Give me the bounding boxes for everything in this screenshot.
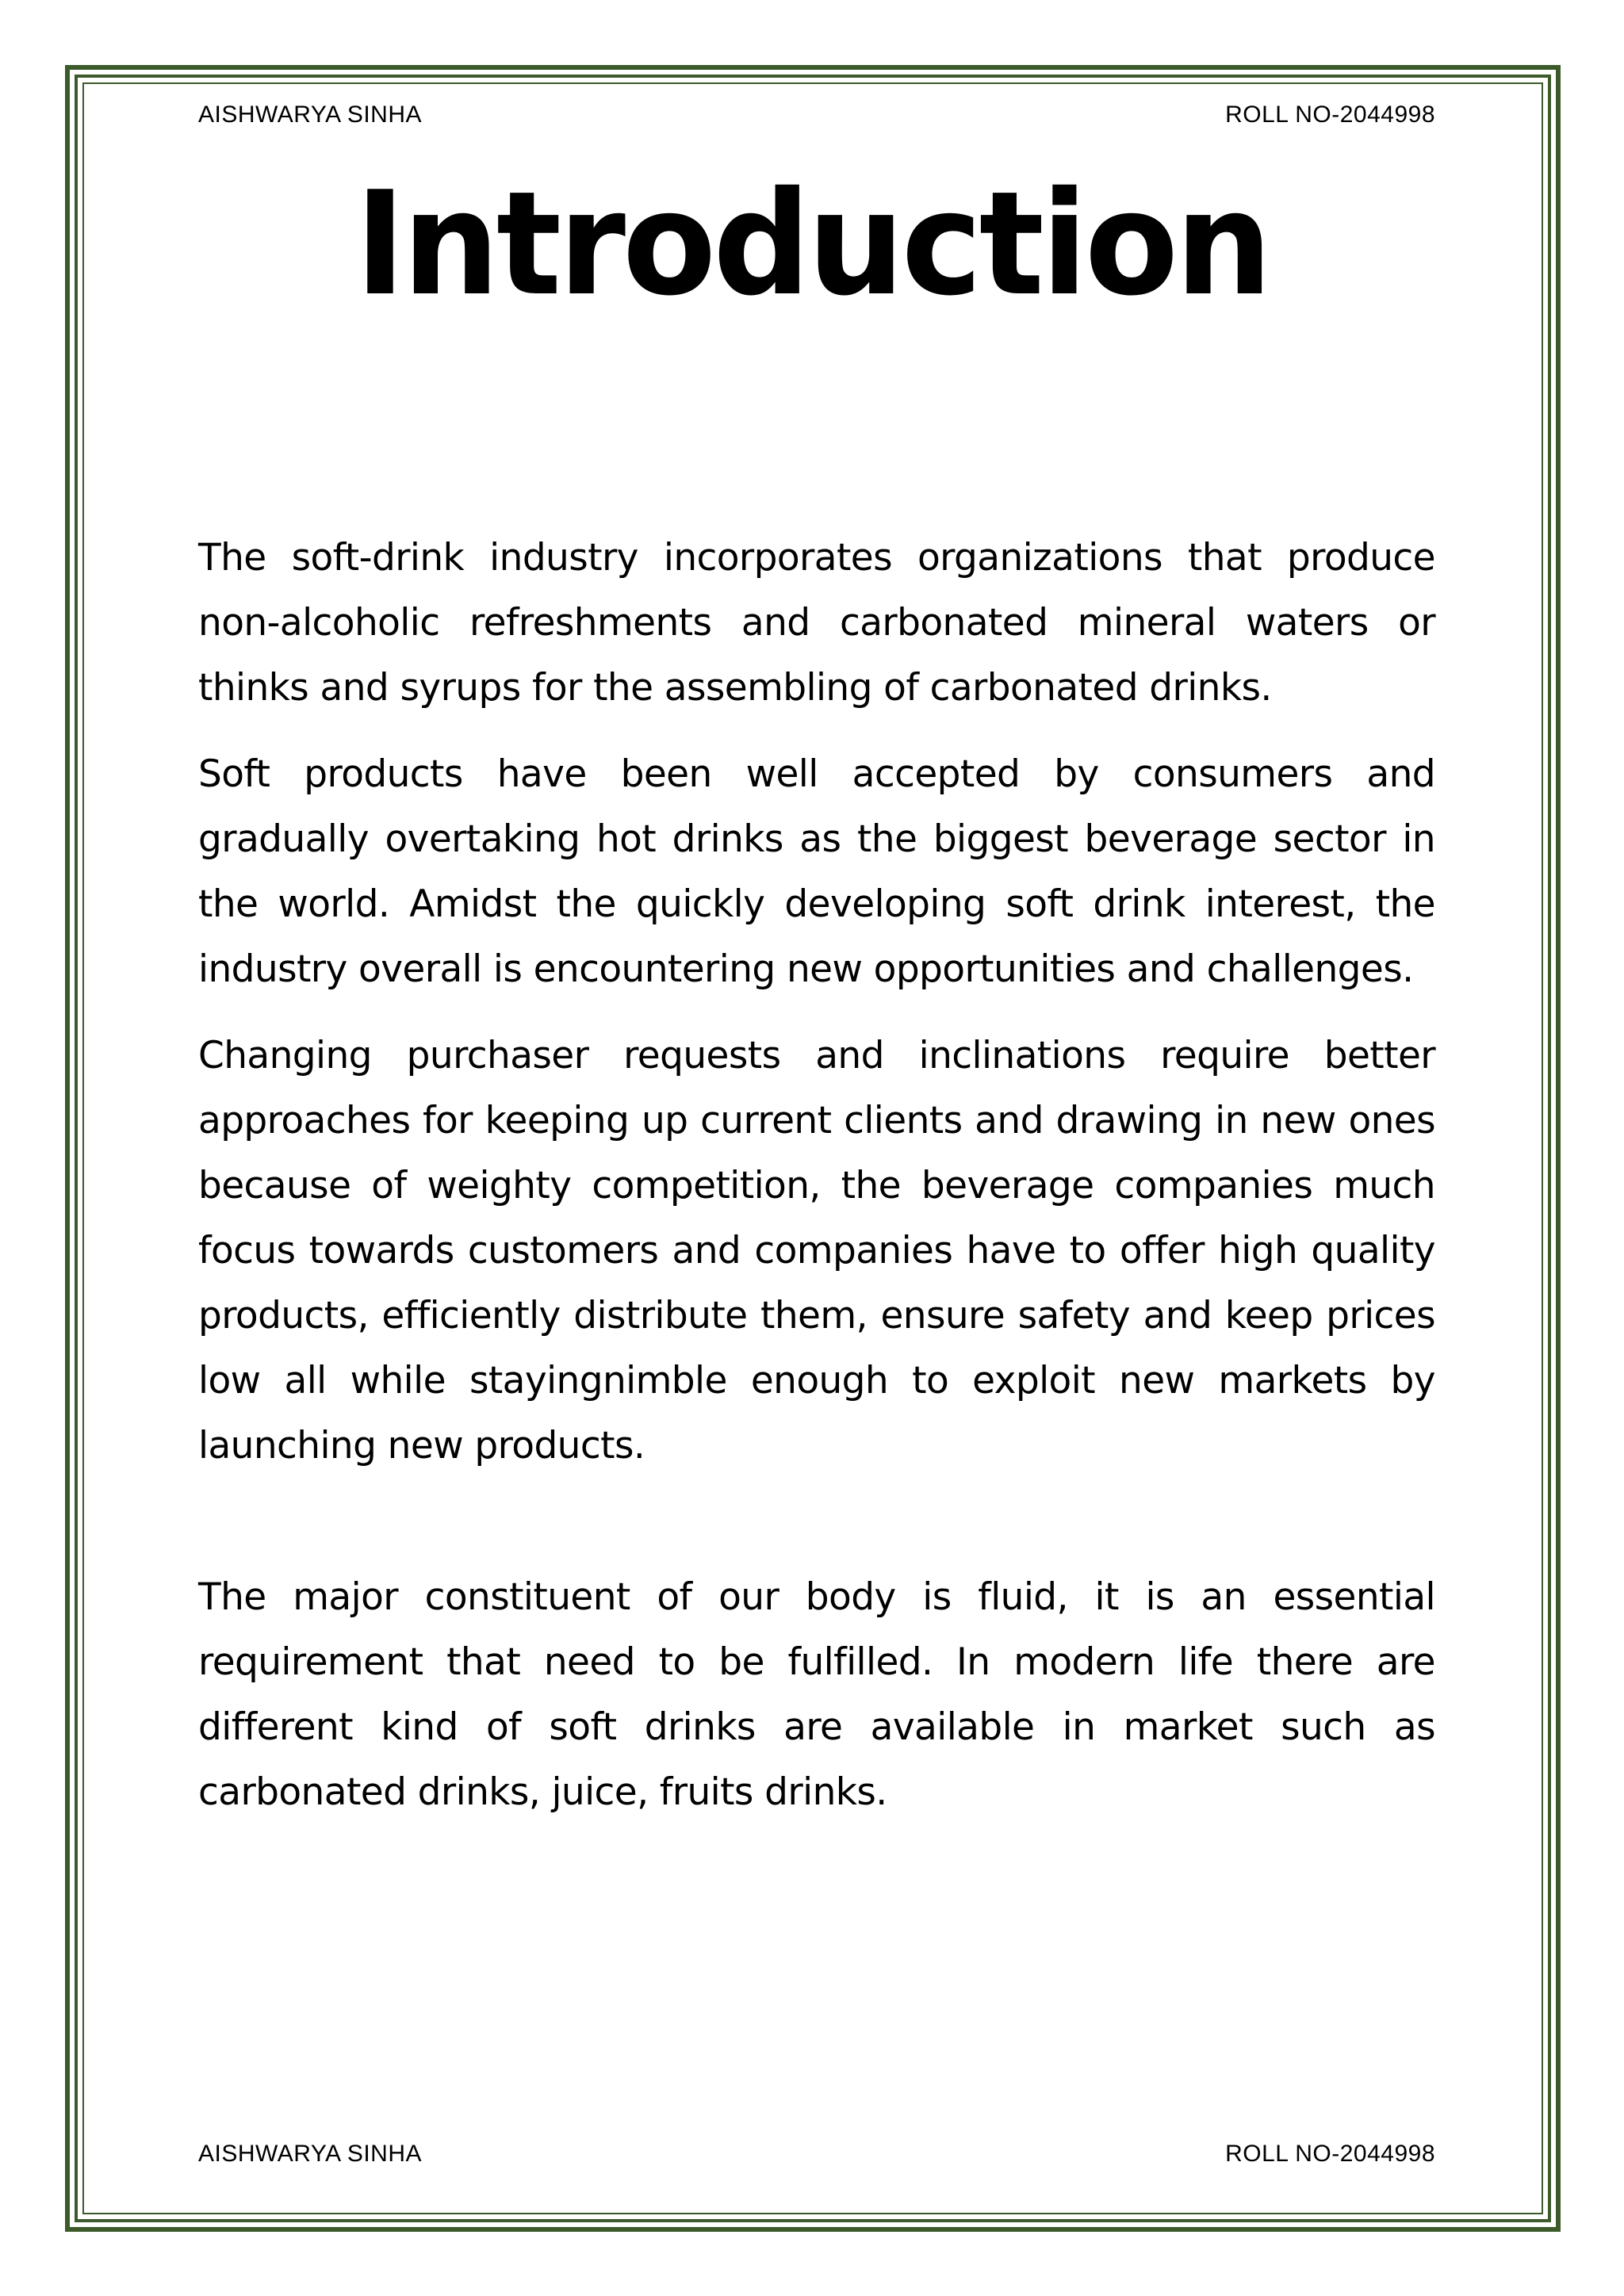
paragraph-3: Changing purchaser requests and inclinations require better approaches for keeping up current clients and drawing in new ones because of weighty competition, the beverage companies much focus towards customers and companies have to offer high quality products, efficiently distribute them, ensure safety and keep prices low all while stayingnimble enough to exploit new markets by launching new products. [198,1034,1435,1468]
paragraph-4: The major constituent of our body is fluid, it is an essential requirement that need to be fulfilled. In modern life there are different kind of soft drinks are available in market such as carbonated drinks, juice, fruits drinks. [198,1575,1435,1814]
footer-author: AISHWARYA SINHA [198,2141,423,2167]
page-header [198,101,1435,128]
paragraph-2: Soft products have been well accepted by consumers and gradually overtaking hot drinks as the biggest beverage sector in the world. Amidst the quickly developing soft drink interest, the industry overall is encountering new opportunities and challenges. [198,752,1435,991]
body-text [198,526,1435,1846]
footer-roll-number: ROLL NO-2044998 [1225,2141,1435,2167]
page-title: Introduction [354,159,1270,327]
header-roll-number: ROLL NO-2044998 [1225,101,1435,128]
header-author: AISHWARYA SINHA [198,101,423,128]
page-footer [198,2141,1435,2168]
paragraph-1: The soft-drink industry incorporates organizations that produce non-alcoholic refreshments and carbonated mineral waters or thinks and syrups for the assembling of carbonated drinks. [198,536,1435,710]
